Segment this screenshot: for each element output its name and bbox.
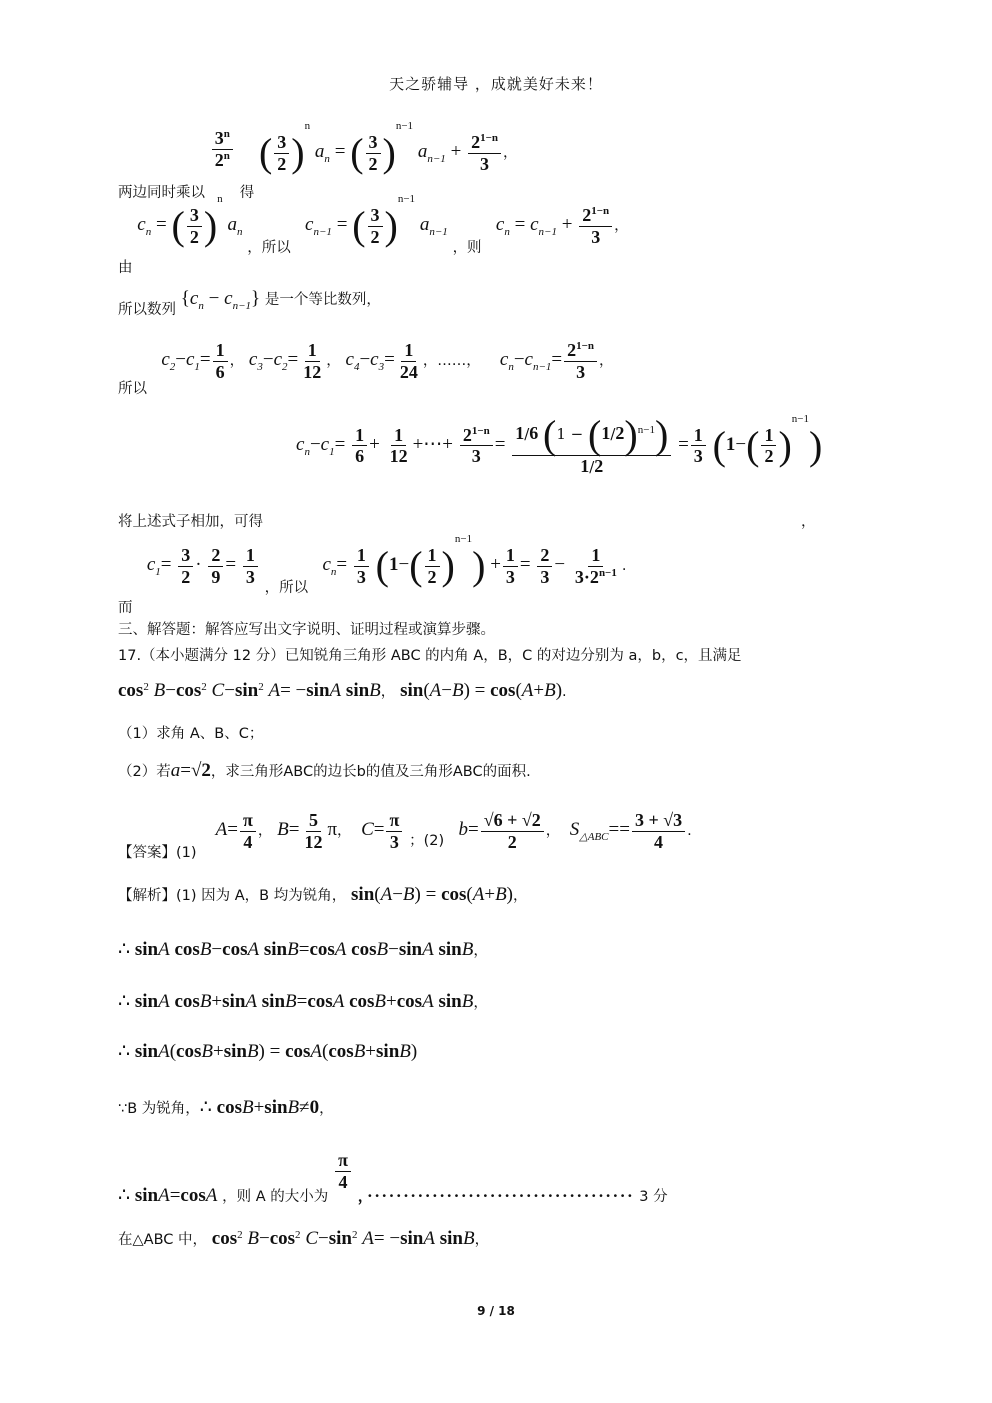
section-heading: 三、解答题：解答应写出文字说明、证明过程或演算步骤。: [118, 622, 495, 638]
derivation-line-4: 所以 $c_2-c_1=$ $\frac{1}{6}$ ， $c_3-c_2=$ $\frac{1}{12}$ ， $c_4-c_3=$ $\frac{1}{24}$ ，……， $c_n-c_{n-1}=$ $\frac{2^{1-n}}{3}$ ，: [118, 340, 614, 398]
analysis-line-2: ∴ sinA cosB−cosA sinB=cosA cosB−sinA sinB，: [118, 939, 488, 960]
analysis-line-3: ∴ sinA cosB+sinA sinB=cosA cosB+cosA sinB，: [118, 991, 488, 1012]
derivation-line-5-label: 将上述式子相加，可得 ，: [118, 514, 816, 530]
question-17-condition: $\cos^2 B-\cos^2$ $C-\sin^2$ A= −sinA sinB， sin(A−B) = cos(A+B).: [118, 680, 567, 701]
analysis-line-4: ∴ sinA(cosB+sinB) = cosA(cosB+sinB): [118, 1041, 418, 1062]
answer-line: 【答案】(1) A= $\frac{\pi}{4}$ ， B= $\frac{5}{12}$ π， C= $\frac{\pi}{3}$ ；(2) b= $\frac{√6 + √2}{2}$ ， $S_{\triangle ABC}==$ $\frac{3 + √3}{4}$ .: [118, 810, 692, 862]
analysis-line-7: 在△ABC 中， $\cos^2 B-\cos^2$ $C-\sin^2$ A= −sinA sinB，: [118, 1228, 490, 1249]
analysis-line-5: ∵B 为锐角，∴ cosB+sinB≠0，: [118, 1097, 334, 1118]
derivation-line-2: 由 $c_n$ = ( $\frac{3}{2}$ )$^n$ $a_n$ ，所以 $c_{n-1}$ = ( $\frac{3}{2}$ )$^{n-1}$ $a_{n-1}$ ，则 $c_n = c_{n-1}$ + $\frac{2^{1-n}}{3}$ ，: [118, 193, 629, 277]
derivation-line-3: 所以数列 $\{c_n - c_{n-1}\}$ 是一个等比数列，: [118, 288, 381, 318]
question-17: 17.（本小题满分 12 分）已知锐角三角形 ABC 的内角 A，B，C 的对边分别为 a，b，c，且满足: [118, 648, 742, 664]
page-number: 9 / 18: [477, 1304, 515, 1318]
analysis-line-1: 【解析】(1) 因为 A，B 均为锐角， sin(A−B) = cos(A+B)，: [118, 884, 528, 905]
analysis-line-6: ∴ sinA=cosA ，则 A 的大小为 $\frac{\pi}{4}$ ，····································· 3 分: [118, 1150, 668, 1207]
page-header: 天之骄辅导 ，成就美好未来！: [389, 75, 603, 93]
derivation-line-6: 而 $c_1=$ $\frac{3}{2}$ · $\frac{2}{9}$ = $\frac{1}{3}$ ，所以 $c_n=$ $\frac{1}{3}$ (1−( $\frac{1}{2}$ )$^{n-1}$) + $\frac{1}{3}$ = $\frac{2}{3}$ − $\frac{1}{3\cdot 2^{n-1}}$ .: [118, 533, 627, 617]
derivation-line-5-formula: $c_n-c_1=$ $\frac{1}{6}$ + $\frac{1}{12}$ +⋯+ $\frac{2^{1-n}}{3}$ = $\frac{1/6 (1 - (1/2)^{n-1})}{1/2}$ = $\frac{1}{3}$ (1−( $\frac{1}{2}$ )$^{n-1}$): [296, 412, 823, 476]
derivation-line-1: 两边同时乘以 $\frac{3^n}{2^n}$ 得 ( $\frac{3}{2}$ )$^n$ $a_n$ = ( $\frac{3}{2}$ )$^{n-1}$ $a_{n-1}$ + $\frac{2^{1-n}}{3}$ ，: [118, 120, 518, 202]
question-17-part1: （1）求角 A、B、C；: [118, 726, 264, 742]
question-17-part2: （2）若a=√2，求三角形ABC的边长b的值及三角形ABC的面积.: [118, 760, 531, 781]
fraction: $\frac{3^n}{2^n}$: [212, 128, 233, 170]
